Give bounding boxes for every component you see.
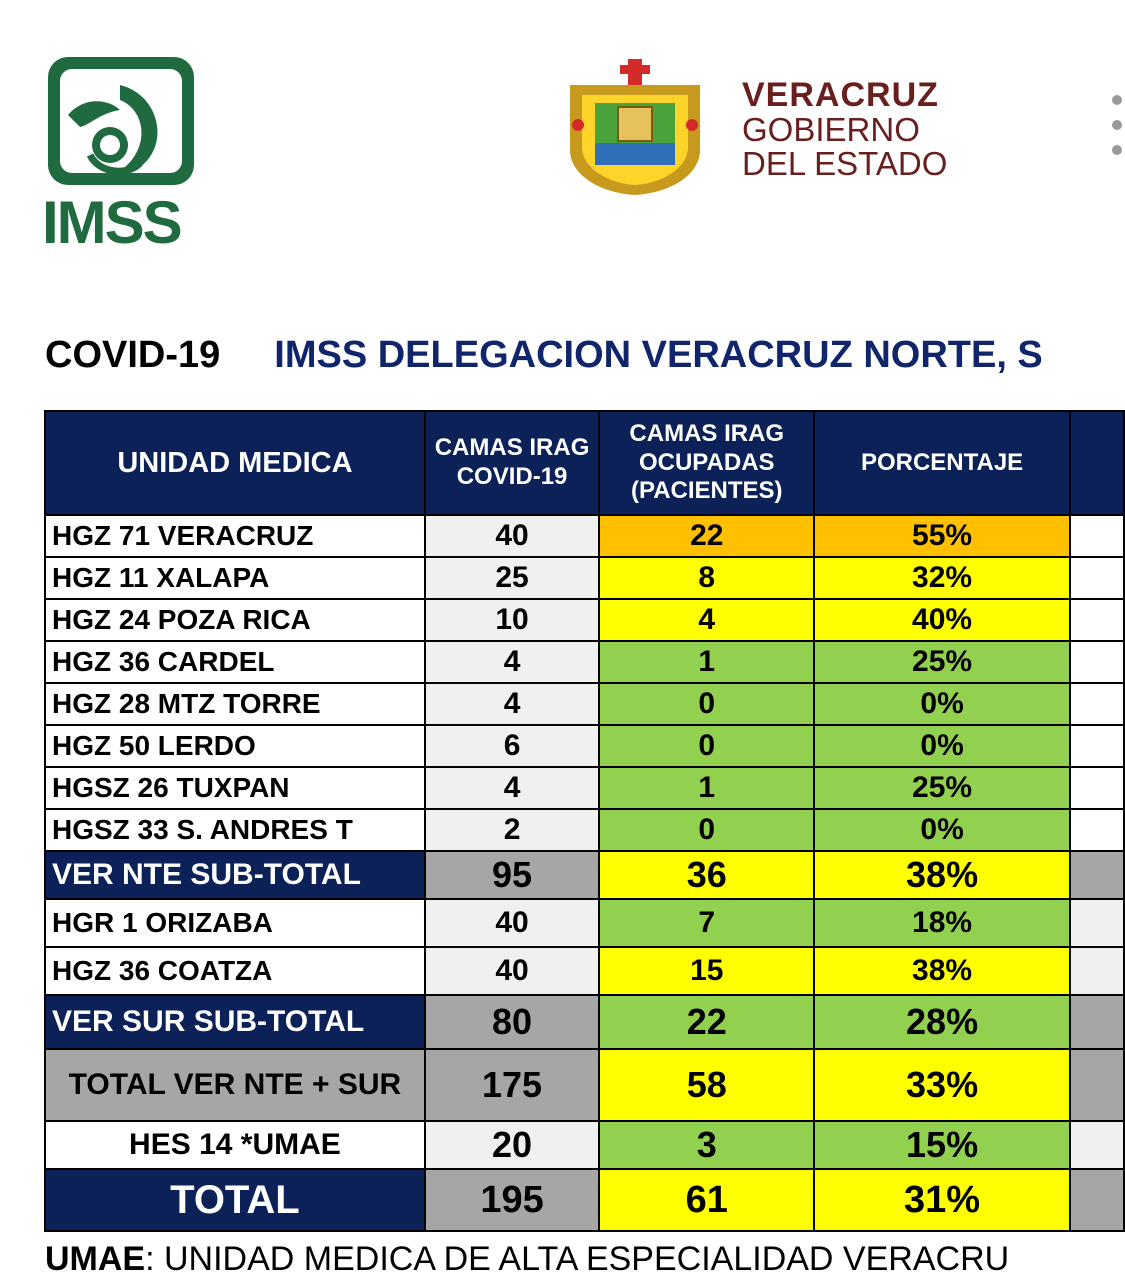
unit-name: HGZ 24 POZA RICA — [45, 599, 425, 641]
dot-icon — [1112, 120, 1122, 130]
cut-off-cell — [1070, 515, 1124, 557]
page-title — [45, 334, 1043, 377]
unit-name: HGSZ 26 TUXPAN — [45, 767, 425, 809]
cut-off-cell — [1070, 767, 1124, 809]
pct-value: 55% — [814, 515, 1070, 557]
pct-value: 38% — [814, 947, 1070, 995]
cut-off-cell — [1070, 725, 1124, 767]
pct-value: 31% — [814, 1169, 1070, 1231]
svg-text:IMSS: IMSS — [42, 189, 181, 247]
cut-off-cell — [1070, 1049, 1124, 1121]
cut-off-cell — [1070, 557, 1124, 599]
gov-line-1: VERACRUZ — [742, 76, 939, 114]
gov-line-3: DEL ESTADO — [742, 145, 948, 182]
ocupadas-value: 0 — [599, 683, 814, 725]
total-norte-sur-row — [45, 1049, 1124, 1121]
pct-value: 0% — [814, 809, 1070, 851]
unit-name: VER NTE SUB-TOTAL — [45, 851, 425, 899]
unit-name: HGR 1 ORIZABA — [45, 899, 425, 947]
subtotal-row-norte — [45, 851, 1124, 899]
ocupadas-value: 22 — [599, 995, 814, 1049]
subtotal-row-sur — [45, 995, 1124, 1049]
camas-value: 95 — [425, 851, 599, 899]
pct-value: 0% — [814, 683, 1070, 725]
grand-total-row — [45, 1169, 1124, 1231]
camas-value: 4 — [425, 767, 599, 809]
unit-name: HES 14 *UMAE — [45, 1121, 425, 1169]
pct-value: 25% — [814, 641, 1070, 683]
camas-value: 195 — [425, 1169, 599, 1231]
cut-off-cell — [1070, 641, 1124, 683]
coat-of-arms-icon — [560, 55, 710, 197]
ocupadas-value: 0 — [599, 809, 814, 851]
dot-icon — [1112, 95, 1122, 105]
camas-value: 40 — [425, 899, 599, 947]
unit-name: TOTAL — [45, 1169, 425, 1231]
unit-name: HGZ 28 MTZ TORRE — [45, 683, 425, 725]
pct-value: 0% — [814, 725, 1070, 767]
table-row — [45, 725, 1124, 767]
ocupadas-value: 58 — [599, 1049, 814, 1121]
unit-name: HGZ 36 COATZA — [45, 947, 425, 995]
imss-logo — [40, 55, 202, 247]
title-covid: COVID-19 — [45, 334, 221, 376]
table-header-row — [45, 411, 1124, 515]
table-row — [45, 599, 1124, 641]
camas-value: 40 — [425, 947, 599, 995]
pct-value: 28% — [814, 995, 1070, 1049]
cut-off-cell — [1070, 683, 1124, 725]
pct-value: 15% — [814, 1121, 1070, 1169]
header-ocupadas: CAMAS IRAG OCUPADAS (PACIENTES) — [599, 411, 814, 515]
ocupadas-value: 15 — [599, 947, 814, 995]
cut-off-cell — [1070, 947, 1124, 995]
table-row — [45, 515, 1124, 557]
ocupadas-value: 22 — [599, 515, 814, 557]
ocupadas-value: 3 — [599, 1121, 814, 1169]
camas-value: 40 — [425, 515, 599, 557]
title-delegacion: IMSS DELEGACION VERACRUZ NORTE, S — [274, 334, 1043, 376]
cut-off-cell — [1070, 851, 1124, 899]
camas-value: 20 — [425, 1121, 599, 1169]
pct-value: 32% — [814, 557, 1070, 599]
gov-line-2: GOBIERNO — [742, 111, 920, 148]
dot-icon — [1112, 145, 1122, 155]
ocupadas-value: 7 — [599, 899, 814, 947]
camas-value: 80 — [425, 995, 599, 1049]
ocupadas-value: 4 — [599, 599, 814, 641]
unit-name: TOTAL VER NTE + SUR — [45, 1049, 425, 1121]
ocupadas-value: 61 — [599, 1169, 814, 1231]
ocupadas-value: 1 — [599, 641, 814, 683]
cut-off-cell — [1070, 899, 1124, 947]
ocupadas-value: 0 — [599, 725, 814, 767]
ocupadas-value: 1 — [599, 767, 814, 809]
pct-value: 40% — [814, 599, 1070, 641]
table-row — [45, 767, 1124, 809]
cut-off-cell — [1070, 995, 1124, 1049]
umae-row — [45, 1121, 1124, 1169]
unit-name: HGZ 36 CARDEL — [45, 641, 425, 683]
table-row — [45, 683, 1124, 725]
gobierno-veracruz-logo-text — [742, 78, 947, 180]
camas-value: 10 — [425, 599, 599, 641]
unit-name: HGZ 11 XALAPA — [45, 557, 425, 599]
footnote-label: UMAE — [45, 1240, 146, 1278]
pct-value: 25% — [814, 767, 1070, 809]
cut-off-cell — [1070, 1121, 1124, 1169]
unit-name: HGSZ 33 S. ANDRES T — [45, 809, 425, 851]
header-porcentaje: PORCENTAJE — [814, 411, 1070, 515]
table-row — [45, 557, 1124, 599]
table-row — [45, 947, 1124, 995]
camas-value: 25 — [425, 557, 599, 599]
pct-value: 38% — [814, 851, 1070, 899]
table-row — [45, 809, 1124, 851]
ocupadas-value: 36 — [599, 851, 814, 899]
camas-value: 6 — [425, 725, 599, 767]
footnote — [45, 1240, 1009, 1279]
unit-name: HGZ 50 LERDO — [45, 725, 425, 767]
camas-value: 4 — [425, 683, 599, 725]
beds-table — [44, 410, 1125, 1232]
camas-value: 4 — [425, 641, 599, 683]
camas-value: 2 — [425, 809, 599, 851]
header-unidad-medica: UNIDAD MEDICA — [45, 411, 425, 515]
footnote-text: : UNIDAD MEDICA DE ALTA ESPECIALIDAD VERACRU — [145, 1240, 1010, 1278]
cut-off-cell — [1070, 599, 1124, 641]
table-row — [45, 641, 1124, 683]
unit-name: VER SUR SUB-TOTAL — [45, 995, 425, 1049]
camas-value: 175 — [425, 1049, 599, 1121]
decorative-dots — [1112, 95, 1122, 170]
unit-name: HGZ 71 VERACRUZ — [45, 515, 425, 557]
pct-value: 33% — [814, 1049, 1070, 1121]
table-row — [45, 899, 1124, 947]
cut-off-cell — [1070, 1169, 1124, 1231]
header-camas: CAMAS IRAG COVID-19 — [425, 411, 599, 515]
header-cut-off — [1070, 411, 1124, 515]
cut-off-cell — [1070, 809, 1124, 851]
pct-value: 18% — [814, 899, 1070, 947]
ocupadas-value: 8 — [599, 557, 814, 599]
